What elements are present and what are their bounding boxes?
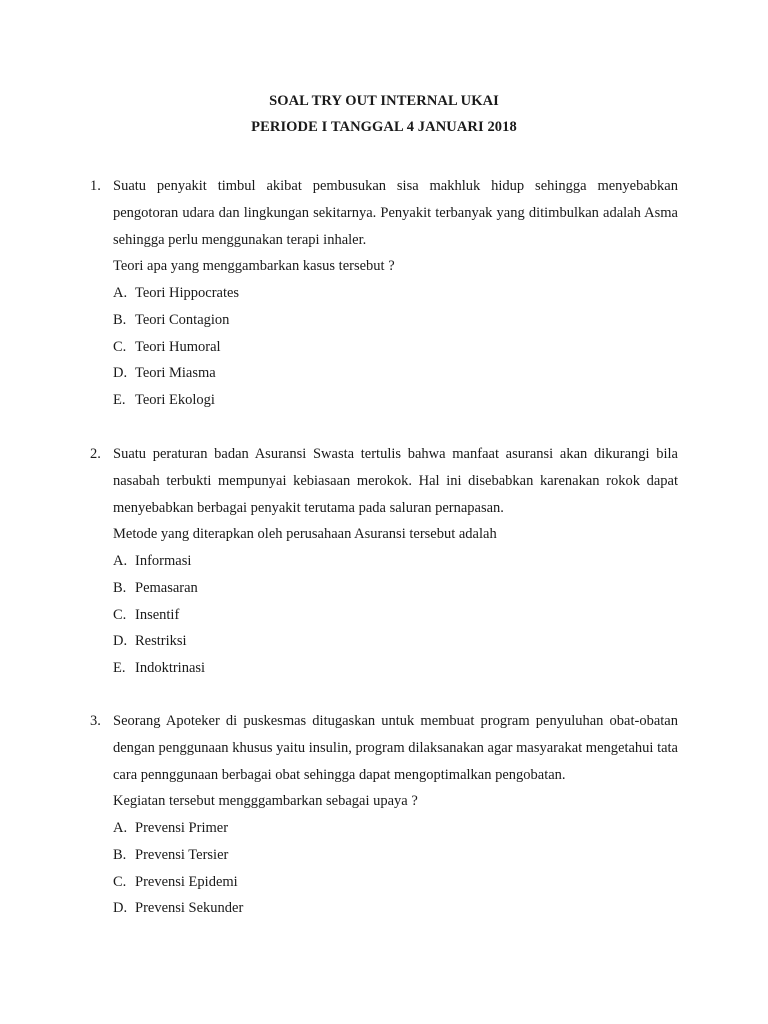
option-text: Teori Miasma — [135, 365, 216, 382]
option-letter: B. — [113, 579, 127, 596]
option-letter: A. — [113, 820, 128, 837]
question-text: Suatu penyakit timbul akibat pembusukan sisa makhluk hidup sehingga menyebabkan pengotoran udara dan lingkungan sekitarnya. Penyakit terbanyak yang ditimbulkan adalah Asma sehingga perlu menggunakan terapi inhaler. — [113, 178, 678, 248]
option-b[interactable] — [113, 575, 678, 602]
option-letter: C. — [113, 338, 127, 355]
option-text: Prevensi Tersier — [135, 846, 229, 863]
option-a[interactable] — [113, 280, 678, 307]
option-text: Indoktrinasi — [135, 659, 206, 676]
option-e[interactable] — [113, 655, 678, 682]
option-d[interactable] — [113, 360, 678, 387]
option-letter: E. — [113, 659, 126, 676]
document-title: SOAL TRY OUT INTERNAL UKAI — [269, 93, 499, 109]
question-prompt: Kegiatan tersebut mengggambarkan sebagai upaya ? — [113, 793, 418, 810]
option-letter: C. — [113, 606, 127, 623]
option-letter: A. — [113, 285, 128, 302]
option-letter: A. — [113, 553, 128, 570]
question-3 — [90, 708, 678, 922]
option-text: Teori Hippocrates — [135, 285, 240, 302]
answer-options — [113, 815, 678, 922]
option-b[interactable] — [113, 307, 678, 334]
option-letter: C. — [113, 873, 127, 890]
option-text: Teori Contagion — [135, 311, 230, 328]
answer-options — [113, 548, 678, 681]
document-subtitle: PERIODE I TANGGAL 4 JANUARI 2018 — [251, 119, 517, 135]
question-text: Seorang Apoteker di puskesmas ditugaskan untuk membuat program penyuluhan obat-obatan dengan penggunaan khusus yaitu insulin, program dilaksanakan agar masyarakat mengetahui tata cara pennggunaan berbagai obat sehingga dapat mengoptimalkan pengobatan. — [113, 713, 678, 783]
question-number: 3. — [90, 713, 101, 729]
option-text: Pemasaran — [135, 579, 198, 596]
option-text: Informasi — [135, 553, 192, 570]
option-letter: D. — [113, 900, 128, 917]
option-a[interactable] — [113, 815, 678, 842]
option-text: Restriksi — [135, 633, 187, 650]
question-number: 2. — [90, 446, 101, 462]
option-text: Insentif — [135, 606, 180, 623]
question-1 — [90, 173, 678, 414]
option-c[interactable] — [113, 334, 678, 361]
option-d[interactable] — [113, 628, 678, 655]
option-b[interactable] — [113, 842, 678, 869]
option-text: Prevensi Sekunder — [135, 900, 244, 917]
option-letter: E. — [113, 391, 126, 408]
option-e[interactable] — [113, 387, 678, 414]
option-d[interactable] — [113, 895, 678, 922]
option-text: Prevensi Primer — [135, 820, 229, 837]
question-prompt: Teori apa yang menggambarkan kasus tersebut ? — [113, 258, 395, 275]
option-a[interactable] — [113, 548, 678, 575]
option-text: Teori Humoral — [135, 338, 221, 355]
option-text: Teori Ekologi — [135, 391, 215, 408]
question-text: Suatu peraturan badan Asuransi Swasta tertulis bahwa manfaat asuransi akan dikurangi bila nasabah terbukti mempunyai kebiasaan merokok. Hal ini disebabkan karenakan rokok dapat menyebabkan berbagai penyakit terutama pada saluran pernapasan. — [113, 446, 678, 516]
option-letter: B. — [113, 311, 127, 328]
answer-options — [113, 280, 678, 413]
option-letter: B. — [113, 846, 127, 863]
option-c[interactable] — [113, 869, 678, 896]
option-letter: D. — [113, 633, 128, 650]
question-2 — [90, 441, 678, 682]
question-prompt: Metode yang diterapkan oleh perusahaan Asuransi tersebut adalah — [113, 526, 497, 543]
option-letter: D. — [113, 365, 128, 382]
option-text: Prevensi Epidemi — [135, 873, 238, 890]
question-number: 1. — [90, 178, 101, 194]
option-c[interactable] — [113, 602, 678, 629]
